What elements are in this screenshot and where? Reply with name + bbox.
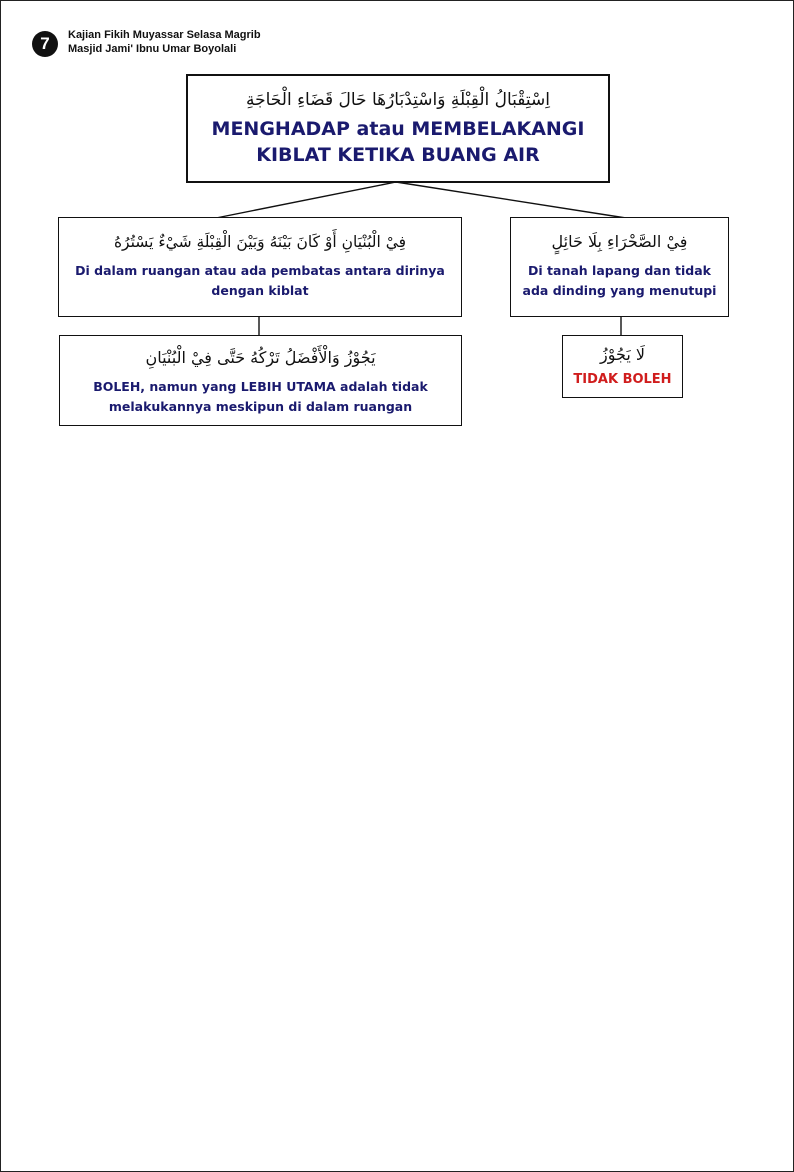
right-ruling-label: TIDAK BOLEH xyxy=(573,372,672,387)
left-ruling-line-1: BOLEH, namun yang LEBIH UTAMA adalah tidak xyxy=(93,379,428,394)
connector-main-left xyxy=(216,182,396,218)
left-condition-box xyxy=(58,217,462,317)
left-ruling-arabic: يَجُوْزُ وَالْأَفْضَلُ تَرْكُهُ حَتَّى فِيْ الْبُنْيَانِ xyxy=(145,348,376,367)
left-condition-desc-line-2: dengan kiblat xyxy=(211,283,309,298)
main-title-line-1: MENGHADAP atau MEMBELAKANGI xyxy=(211,118,585,140)
header-line-2: Masjid Jami' Ibnu Umar Boyolali xyxy=(68,43,237,55)
left-ruling-line-2: melakukannya meskipun di dalam ruangan xyxy=(108,399,413,414)
left-condition-arabic: فِيْ الْبُنْيَانِ أَوْ كَانَ بَيْنَهُ وَبَيْنَ الْقِبْلَةِ شَيْءٌ يَسْتُرُهُ xyxy=(113,233,407,251)
main-topic-box xyxy=(186,74,610,183)
left-condition-desc-line-1: Di dalam ruangan atau ada pembatas antara dirinya xyxy=(75,263,445,278)
main-title-line-2: KIBLAT KETIKA BUANG AIR xyxy=(256,144,540,166)
right-condition-desc-line-2: ada dinding yang menutupi xyxy=(522,283,717,298)
right-condition-box xyxy=(510,217,729,317)
right-ruling-arabic: لَا يَجُوْزُ xyxy=(600,345,645,364)
page-number-badge: 7 xyxy=(32,31,58,57)
right-condition-arabic: فِيْ الصَّحْرَاءِ بِلَا حَائِلٍ xyxy=(551,232,688,251)
left-ruling-box xyxy=(59,335,462,426)
header-line-1: Kajian Fikih Muyassar Selasa Magrib xyxy=(68,29,261,41)
connector-main-right xyxy=(396,182,626,218)
right-condition-desc-line-1: Di tanah lapang dan tidak xyxy=(528,263,711,278)
right-ruling-box xyxy=(562,335,683,398)
main-arabic-heading: اِسْتِقْبَالُ الْقِبْلَةِ وَاسْتِدْبَارُهَا حَالَ قَضَاءِ الْحَاجَةِ xyxy=(245,90,550,110)
